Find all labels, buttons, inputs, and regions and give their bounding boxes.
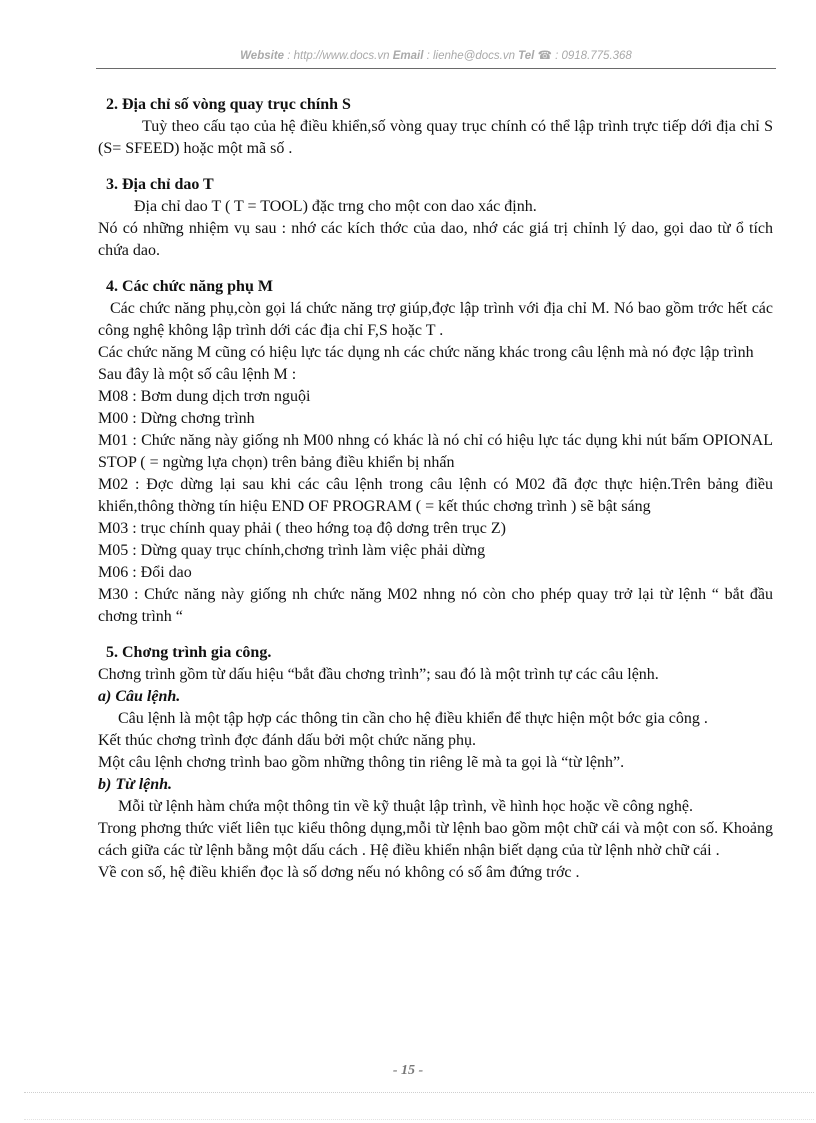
m08-command: M08 : Bơm dung dịch trơn nguội (98, 388, 311, 405)
website-label: Website (240, 50, 285, 62)
page-number: - 15 - (392, 1063, 424, 1078)
section-4-effect: Các chức năng M cũng có hiệu lực tác dụng nh các chức năng khác trong câu lệnh mà nó đợc lập trình (98, 344, 754, 361)
footer-divider (24, 1092, 814, 1093)
subsection-b-paragraph-3: Về con số, hệ điều khiển đọc là số dơng nếu nó không có số âm đứng trớc . (98, 864, 580, 881)
section-4-list-intro: Sau đây là một số câu lệnh M : (98, 366, 297, 383)
subsection-a-heading: a) Câu lệnh. (98, 688, 181, 705)
m30-command: M30 : Chức năng này giống nh chức năng M02 nhng nó còn cho phép quay trở lại từ lệnh “ bắt đầu chơng trình “ (98, 586, 773, 625)
m03-command: M03 : trục chính quay phải ( theo hớng toạ độ dơng trên trục Z) (98, 520, 506, 537)
subsection-b-paragraph-1: Mỗi từ lệnh hàm chứa một thông tin về kỹ thuật lập trình, về hình học hoặc về công nghệ. (118, 798, 693, 815)
m01-command: M01 : Chức năng này giống nh M00 nhng có khác là nó chỉ có hiệu lực tác dụng khi nút bấm OPIONAL STOP ( = ngừng lựa chọn) trên bảng điều khiển bị nhấn (98, 432, 773, 471)
section-3-line-1: Địa chỉ dao T ( T = TOOL) đặc trng cho một con dao xác định. (134, 198, 537, 215)
m06-command: M06 : Đổi dao (98, 564, 192, 581)
tel-label: Tel (518, 50, 535, 62)
m05-command: M05 : Dừng quay trục chính,chơng trình làm việc phải dừng (98, 542, 486, 559)
section-3-line-2: Nó có những nhiệm vụ sau : nhớ các kích thớc của dao, nhớ các giá trị chỉnh lý dao, gọi dao từ ổ tích chứa dao. (98, 220, 773, 259)
section-2-heading: 2. Địa chỉ số vòng quay trục chính S (106, 96, 351, 113)
m02-command: M02 : Đợc dừng lại sau khi các câu lệnh trong câu lệnh có M02 đã đợc thực hiện.Trên bảng điều khiển,thông thờng tín hiệu END OF PROGRAM ( = kết thúc chơng trình ) sẽ bật sáng (98, 476, 773, 515)
page-bottom-divider (24, 1119, 814, 1120)
section-5-heading: 5. Chơng trình gia công. (106, 644, 272, 661)
section-5-intro: Chơng trình gồm từ dấu hiệu “bắt đầu chơng trình”; sau đó là một trình tự các câu lệnh. (98, 666, 659, 683)
website-url: : http://www.docs.vn (284, 50, 393, 62)
subsection-b-heading: b) Từ lệnh. (98, 776, 173, 793)
subsection-a-paragraph-3: Một câu lệnh chơng trình bao gồm những thông tin riêng lẽ mà ta gọi là “từ lệnh”. (98, 754, 625, 771)
section-3-heading: 3. Địa chỉ dao T (106, 176, 214, 193)
m00-command: M00 : Dừng chơng trình (98, 410, 255, 427)
email-address: : lienhe@docs.vn (423, 50, 519, 62)
page-header (96, 48, 776, 62)
subsection-a-paragraph-2: Kết thúc chơng trình đợc đánh dấu bởi một chức năng phụ. (98, 732, 476, 749)
document-body (98, 94, 773, 884)
section-4-intro: Các chức năng phụ,còn gọi lá chức năng trợ giúp,đợc lập trình với địa chỉ M. Nó bao gồm trớc hết các công nghệ không lập trình dới các địa chỉ F,S hoặc T . (98, 300, 773, 339)
section-2-paragraph: Tuỳ theo cấu tạo của hệ điều khiển,số vòng quay trục chính có thể lập trình trực tiếp dới địa chỉ S (S= SFEED) hoặc một mã số . (98, 118, 773, 157)
header-divider (96, 68, 776, 69)
subsection-b-paragraph-2: Trong phơng thức viết liên tục kiểu thông dụng,mỗi từ lệnh bao gồm một chữ cái và một con số. Khoảng cách giữa các từ lệnh bằng một dấu cách . Hệ điều khiển nhận biết dạng của từ lệnh nhờ chữ cái . (98, 820, 773, 859)
section-4-heading: 4. Các chức năng phụ M (106, 278, 273, 295)
email-label: Email (392, 50, 424, 62)
subsection-a-paragraph-1: Câu lệnh là một tập hợp các thông tin cần cho hệ điều khiển để thực hiện một bớc gia công . (118, 710, 708, 727)
tel-number: ☎ : 0918.775.368 (534, 50, 632, 62)
